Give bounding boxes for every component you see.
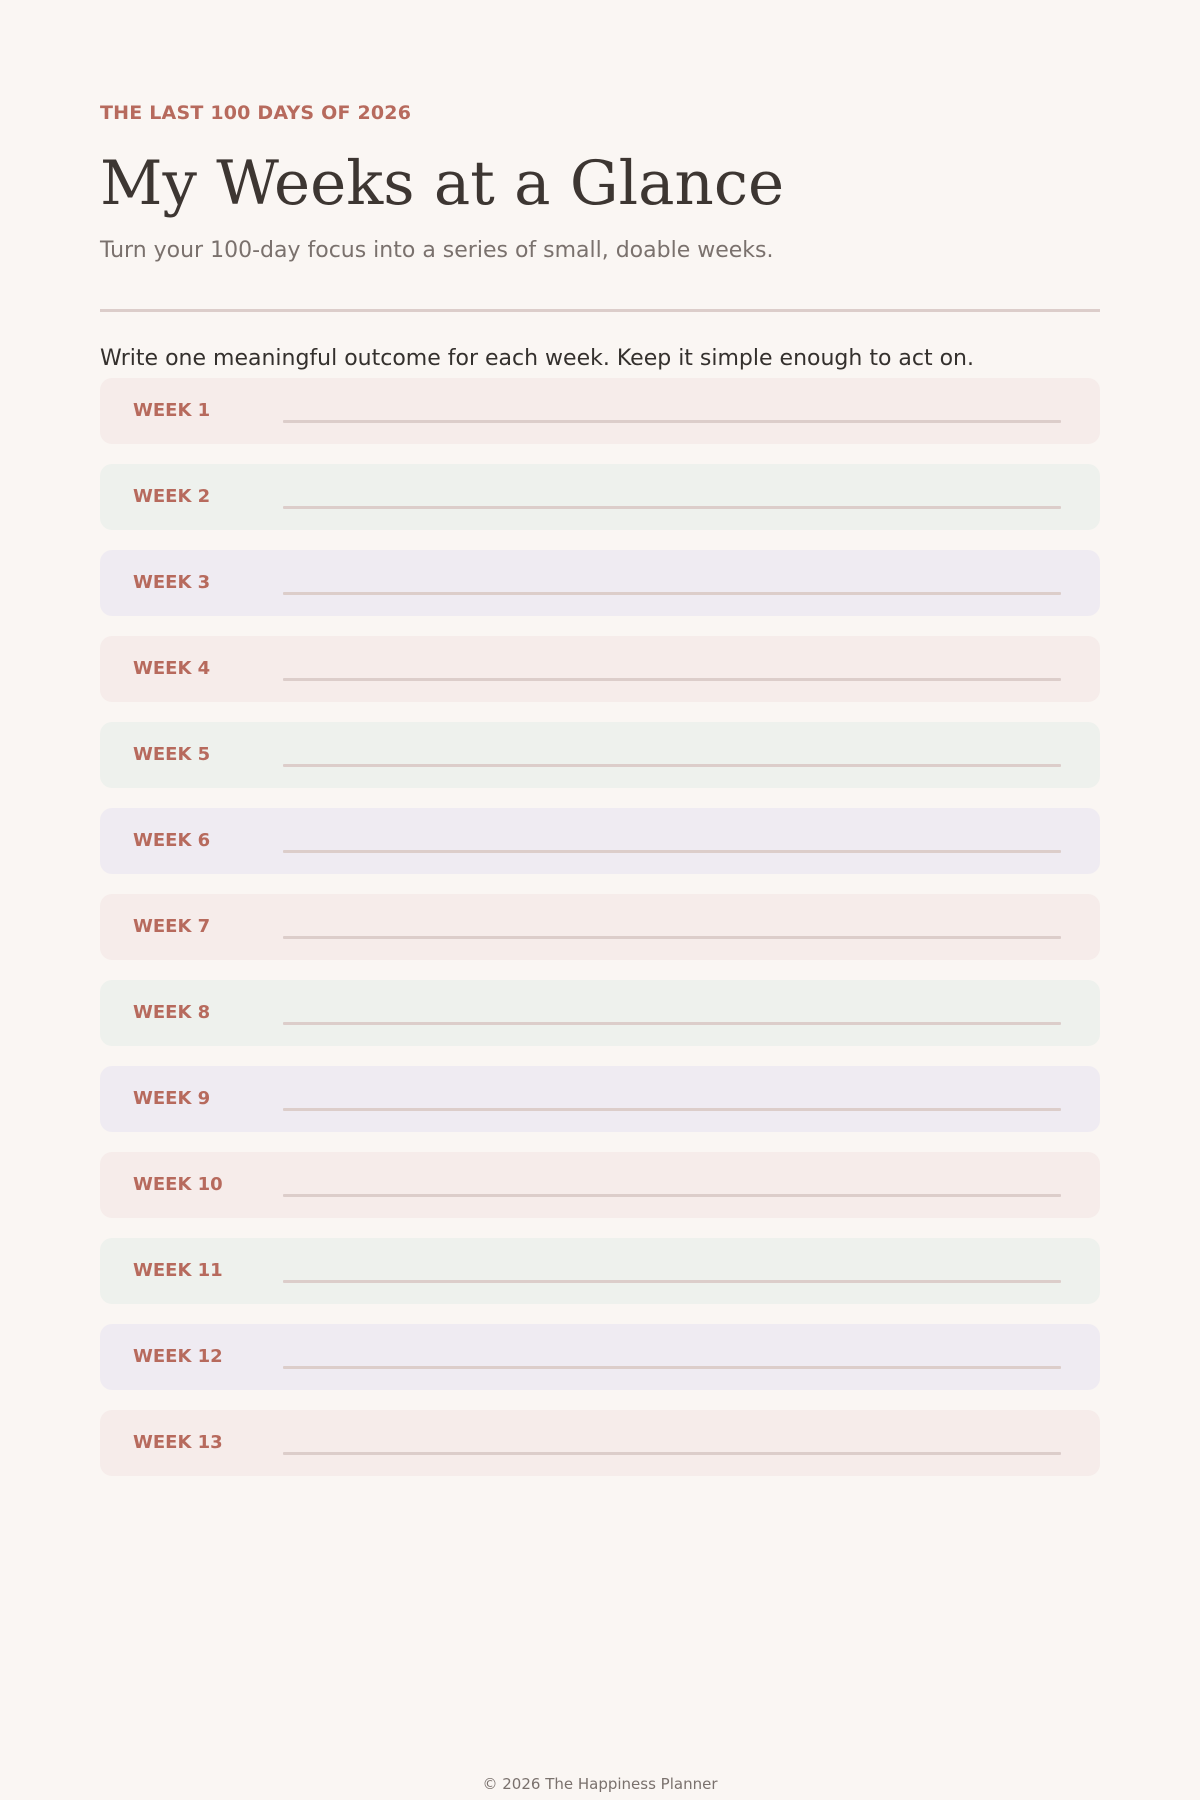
week-label: WEEK 13: [133, 1432, 223, 1453]
week-outcome-line[interactable]: [283, 592, 1061, 595]
week-outcome-line[interactable]: [283, 506, 1061, 509]
header-divider: [100, 309, 1100, 312]
week-label: WEEK 7: [133, 916, 211, 937]
week-label: WEEK 11: [133, 1260, 223, 1281]
week-outcome-line[interactable]: [283, 1022, 1061, 1025]
page-title: My Weeks at a Glance: [100, 148, 785, 219]
page-subtitle: Turn your 100-day focus into a series of small, doable weeks.: [100, 238, 774, 263]
week-label: WEEK 10: [133, 1174, 223, 1195]
week-row: [100, 722, 1100, 788]
week-label: WEEK 1: [133, 400, 211, 421]
week-outcome-line[interactable]: [283, 1366, 1061, 1369]
week-row: [100, 636, 1100, 702]
footer-copyright: © 2026 The Happiness Planner: [482, 1775, 718, 1793]
week-outcome-line[interactable]: [283, 1452, 1061, 1455]
week-row: [100, 378, 1100, 444]
week-outcome-line[interactable]: [283, 764, 1061, 767]
week-row: [100, 1152, 1100, 1218]
week-label: WEEK 4: [133, 658, 211, 679]
week-row: [100, 1066, 1100, 1132]
week-outcome-line[interactable]: [283, 1280, 1061, 1283]
week-outcome-line[interactable]: [283, 936, 1061, 939]
instruction-text: Write one meaningful outcome for each week. Keep it simple enough to act on.: [100, 346, 974, 371]
week-row: [100, 464, 1100, 530]
week-row: [100, 550, 1100, 616]
week-outcome-line[interactable]: [283, 1108, 1061, 1111]
week-row: [100, 1410, 1100, 1476]
week-row: [100, 1238, 1100, 1304]
week-outcome-line[interactable]: [283, 420, 1061, 423]
week-label: WEEK 12: [133, 1346, 223, 1367]
week-label: WEEK 8: [133, 1002, 211, 1023]
week-row: [100, 808, 1100, 874]
week-outcome-line[interactable]: [283, 1194, 1061, 1197]
week-outcome-line[interactable]: [283, 678, 1061, 681]
week-label: WEEK 6: [133, 830, 211, 851]
week-label: WEEK 3: [133, 572, 211, 593]
week-row: [100, 1324, 1100, 1390]
week-label: WEEK 2: [133, 486, 211, 507]
week-label: WEEK 9: [133, 1088, 211, 1109]
week-outcome-line[interactable]: [283, 850, 1061, 853]
eyebrow-label: THE LAST 100 DAYS OF 2026: [100, 102, 412, 124]
week-row: [100, 894, 1100, 960]
week-row: [100, 980, 1100, 1046]
week-label: WEEK 5: [133, 744, 211, 765]
